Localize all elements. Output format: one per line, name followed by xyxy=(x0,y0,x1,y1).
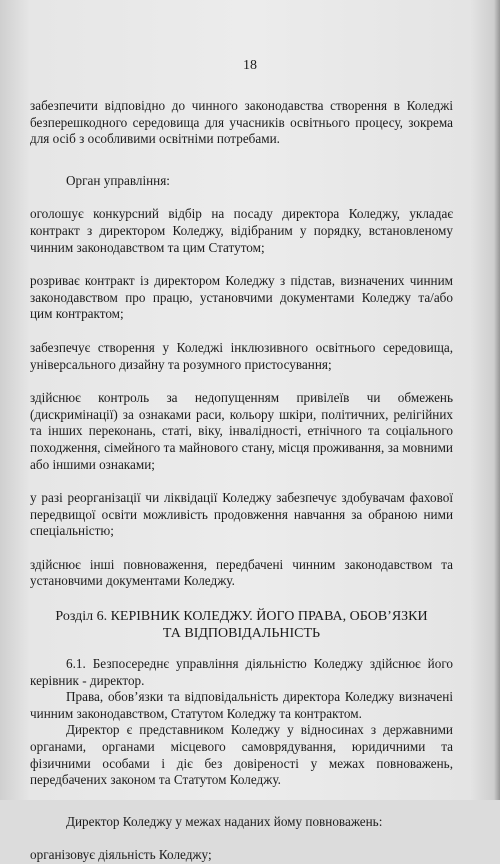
paragraph-6-1: 6.1. Безпосереднє управління діяльністю Коледжу здійснює його керівник - директор. xyxy=(30,656,453,688)
section-heading xyxy=(30,608,453,642)
paragraph-accessibility: забезпечити відповідно до чинного законодавства створення в Коледжі безперешкодного середовища для учасників освітнього процесу, зокрема для осіб з особливими освітніми потребами. xyxy=(30,98,453,147)
paragraph-contract-termination: розриває контракт із директором Коледжу з підстав, визначених чинним законодавством про працю, установчими документами Коледжу та/або цим контрактом; xyxy=(30,273,453,322)
paragraph-governing-body: Орган управління: xyxy=(66,172,170,188)
document-body xyxy=(30,98,453,864)
paragraph-director-representative: Директор є представником Коледжу у відносинах з державними органами, органами місцевого самоврядування, юридичними та фізичними особами і діє без довіреності у межах повноважень, передбачених законом та Статутом Коледжу. xyxy=(30,722,453,788)
paragraph-discrimination-control: здійснює контроль за недопущенням привілеїв чи обмежень (дискримінації) за ознаками раси, кольору шкіри, політичних, релігійних та інших переконань, статі, віку, інвалідності, етнічного та соціального походження, сімейного та майнового стану, місця проживання, за мовними або іншими ознаками; xyxy=(30,390,453,472)
page-edge-shadow xyxy=(494,0,500,800)
paragraph-director-powers: Директор Коледжу у межах наданих йому повноважень: xyxy=(66,813,383,829)
section-heading-line-2: ТА ВІДПОВІДАЛЬНІСТЬ xyxy=(162,626,321,642)
section-heading-line-1: Розділ 6. КЕРІВНИК КОЛЕДЖУ. ЙОГО ПРАВА, ОБОВ’ЯЗКИ xyxy=(55,609,428,625)
page-number: 18 xyxy=(243,58,257,73)
paragraph-inclusive-environment: забезпечує створення у Коледжі інклюзивного освітнього середовища, універсального дизайну та розумного пристосування; xyxy=(30,339,453,372)
paragraph-reorganization: у разі реорганізації чи ліквідації Коледжу забезпечує здобувачам фахової передвищої освіти можливість продовження навчання за обраною ними спеціальністю; xyxy=(30,490,453,539)
paragraph-other-powers: здійснює інші повноваження, передбачені чинним законодавством та установчими документами Коледжу. xyxy=(30,556,453,589)
paragraph-organizes-activity: організовує діяльність Коледжу; xyxy=(30,847,212,863)
paragraph-director-rights: Права, обов’язки та відповідальність директора Коледжу визначені чинним законодавством, Статутом Коледжу та контрактом. xyxy=(30,689,453,721)
paragraph-competition: оголошує конкурсний відбір на посаду директора Коледжу, укладає контракт з директором Коледжу, відібраним у порядку, встановленому чинним законодавством та цим Статутом; xyxy=(30,206,453,255)
